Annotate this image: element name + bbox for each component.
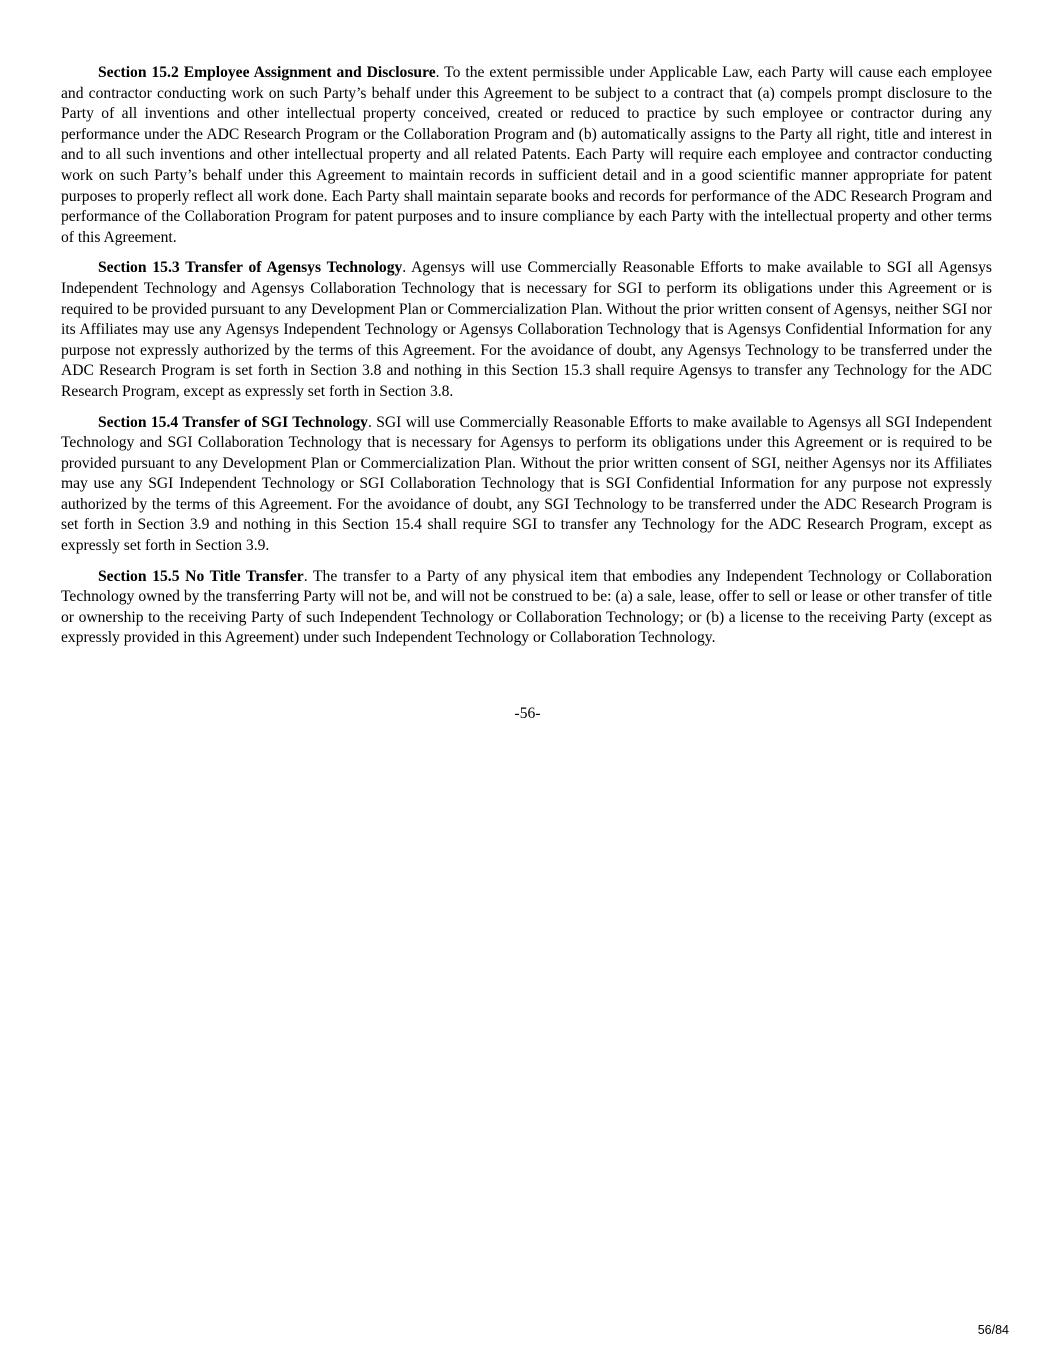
section-text: . To the extent permissible under Applicable Law, each Party will cause each employee and contractor conducting work on such Party’s behalf under this Agreement to be subject to a contract that (a) compels prompt disclosure to the Party of all inventions and other intellectual property conceived, created or reduced to practice by such employee or contractor during any performance under the ADC Research Program or the Collaboration Program and (b) automatically assigns to the Party all right, title and interest in and to all such inventions and other intellectual property and all related Patents. Each Party will require each employee and contractor conducting work on such Party’s behalf under this Agreement to maintain records in sufficient detail and in a good scientific manner appropriate for patent purposes to properly reflect all work done. Each Party shall maintain separate books and records for performance of the ADC Research Program and performance of the Collaboration Program for patent purposes and to insure compliance by each Party with the intellectual property and other terms of this Agreement.	[61, 64, 992, 246]
page-number: -56-	[514, 705, 541, 722]
section-15-5	[61, 567, 992, 649]
section-text: . SGI will use Commercially Reasonable Efforts to make available to Agensys all SGI Independent Technology and SGI Collaboration Technology that is necessary for Agensys to perform its obligations under this Agreement or is required to be provided pursuant to any Development Plan or Commercialization Plan. Without the prior written consent of SGI, neither Agensys nor its Affiliates may use any SGI Independent Technology or SGI Collaboration Technology that is SGI Confidential Information for any purpose not expressly authorized by the terms of this Agreement. For the avoidance of doubt, any SGI Technology to be transferred under the ADC Research Program is set forth in Section 3.9 and nothing in this Section 15.4 shall require SGI to transfer any Technology for the ADC Research Program, except as expressly set forth in Section 3.9.	[61, 413, 992, 555]
page-counter: 56/84	[977, 1323, 1009, 1337]
section-heading: Section 15.4 Transfer of SGI Technology	[98, 413, 368, 431]
section-15-3	[61, 258, 992, 402]
section-heading: Section 15.3 Transfer of Agensys Technology	[98, 259, 403, 277]
section-15-4	[61, 413, 992, 557]
section-heading: Section 15.5 No Title Transfer	[98, 567, 304, 585]
document-body	[61, 63, 992, 659]
section-heading: Section 15.2 Employee Assignment and Disclosure	[98, 64, 436, 81]
section-text: . The transfer to a Party of any physical item that embodies any Independent Technology or Collaboration Technology owned by the transferring Party will not be, and will not be construed to be: (a) a sale, lease, offer to sell or lease or other transfer of title or ownership to the receiving Party of such Independent Technology or Collaboration Technology; or (b) a license to the receiving Party (except as expressly provided in this Agreement) under such Independent Technology or Collaboration Technology.	[61, 567, 992, 647]
section-text: . Agensys will use Commercially Reasonable Efforts to make available to SGI all Agensys Independent Technology and Agensys Collaboration Technology that is necessary for SGI to perform its obligations under this Agreement or is required to be provided pursuant to any Development Plan or Commercialization Plan. Without the prior written consent of Agensys, neither SGI nor its Affiliates may use any Agensys Independent Technology or Agensys Collaboration Technology that is Agensys Confidential Information for any purpose not expressly authorized by the terms of this Agreement. For the avoidance of doubt, any Agensys Technology to be transferred under the ADC Research Program is set forth in Section 3.8 and nothing in this Section 15.3 shall require Agensys to transfer any Technology for the ADC Research Program, except as expressly set forth in Section 3.8.	[61, 259, 992, 400]
section-15-2	[61, 63, 992, 248]
